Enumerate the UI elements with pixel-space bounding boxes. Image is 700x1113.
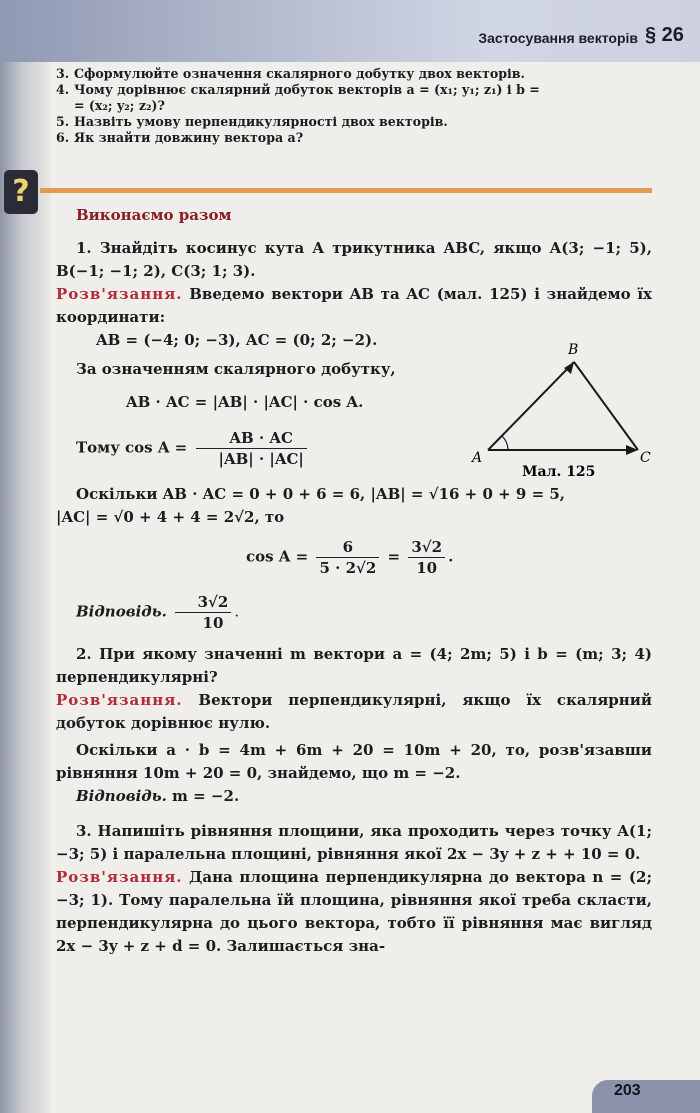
- question-item: 5. Назвіть умову перпендикулярності двох векторів.: [56, 114, 448, 129]
- task1-def-formula: AB · AC = |AB| · |AC| · cos A.: [126, 393, 364, 411]
- section-title: Виконаємо разом: [76, 206, 232, 224]
- task1-calc-line2: |AC| = √0 + 4 + 4 = 2√2, то: [56, 508, 285, 526]
- task1-solution: Розв'язання. Введемо вектори AB та AC (мал. 125) і знайдемо їх координати:: [56, 285, 652, 326]
- question-item: 3. Сформулюйте означення скалярного добутку двох векторів.: [56, 66, 525, 81]
- angle-arc: [502, 436, 508, 450]
- page-number: 203: [592, 1080, 700, 1113]
- question-item-continuation: = (x₂; y₂; z₂)?: [74, 98, 165, 113]
- question-item: 4. Чому дорівнює скалярний добуток векторів a = (x₁; y₁; z₁) і b =: [56, 82, 540, 97]
- review-questions: [56, 66, 656, 146]
- section-divider: [40, 188, 652, 193]
- task1-answer: Відповідь. $\frac{3√2}{10}$ .: [76, 593, 240, 632]
- solution-label: Розв'язання.: [56, 285, 183, 303]
- triangle-figure: [464, 338, 660, 478]
- vertex-label-b: B: [568, 342, 579, 358]
- answer-label: Відповідь.: [76, 602, 167, 621]
- answer-label: Відповідь.: [76, 787, 167, 805]
- question-mark-icon: ?: [4, 170, 38, 214]
- task2-calc: Оскільки a · b = 4m + 6m + 20 = 10m + 20, то, розв'язавши рівняння 10m + 20 = 0, знайдемо, що m = −2.: [56, 741, 652, 782]
- solution-label: Розв'язання.: [56, 691, 183, 709]
- header-bar: [0, 0, 700, 62]
- vertex-label-a: A: [472, 450, 483, 466]
- task1-coords: AB = (−4; 0; −3), AC = (0; 2; −2).: [96, 331, 378, 349]
- triangle-side-ab: [488, 362, 574, 450]
- header-title: Застосування векторів: [478, 30, 638, 46]
- page-gutter: [0, 0, 50, 1113]
- task1-cos-formula: Тому cos A = $\frac{AB \cdot AC}{|AB| \cdot |AC|}$: [56, 428, 652, 469]
- question-item: 6. Як знайти довжину вектора a?: [56, 130, 304, 145]
- figure-caption: Мал. 125: [522, 464, 596, 478]
- task1-statement: 1. Знайдіть косинус кута A трикутника ABC, якщо A(3; −1; 5), B(−1; −1; 2), C(3; 1; 3).: [56, 239, 652, 280]
- task2-statement: 2. При якому значенні m вектори a = (4; 2m; 5) і b = (m; 3; 4) перпендикулярні?: [56, 645, 652, 686]
- task3-solution: Розв'язання. Дана площина перпендикулярна до вектора n = (2; −3; 1). Тому паралельна їй площина, рівняння якої треба скласти, перпендикулярна до цього вектора, тобто її рівняння має вигляд 2x − 3y + z + d = 0. Залишається зна-: [56, 868, 652, 955]
- task2-answer: Відповідь. m = −2.: [76, 787, 240, 805]
- task3-statement: 3. Напишіть рівняння площини, яка проходить через точку A(1; −3; 5) і паралельна площині, рівняння якої 2x − 3y + z + + 10 = 0.: [56, 822, 652, 863]
- solution-label: Розв'язання.: [56, 868, 183, 886]
- worked-examples: [56, 204, 652, 958]
- task1-definition: За означенням скалярного добутку,: [76, 360, 396, 378]
- task2-solution: Розв'язання. Вектори перпендикулярні, якщо їх скалярний добуток дорівнює нулю.: [56, 691, 652, 732]
- arrow-head-ab: [564, 362, 574, 374]
- task1-cos-result: cos A = $\frac{6}{5 \cdot 2√2}$ = $\frac{3√2}{10}$ .: [246, 538, 454, 577]
- triangle-side-bc: [574, 362, 638, 450]
- vertex-label-c: C: [640, 450, 651, 466]
- task1-calc-line1: Оскільки AB · AC = 0 + 0 + 6 = 6, |AB| = √16 + 0 + 9 = 5,: [76, 485, 566, 503]
- section-number: § 26: [645, 24, 684, 46]
